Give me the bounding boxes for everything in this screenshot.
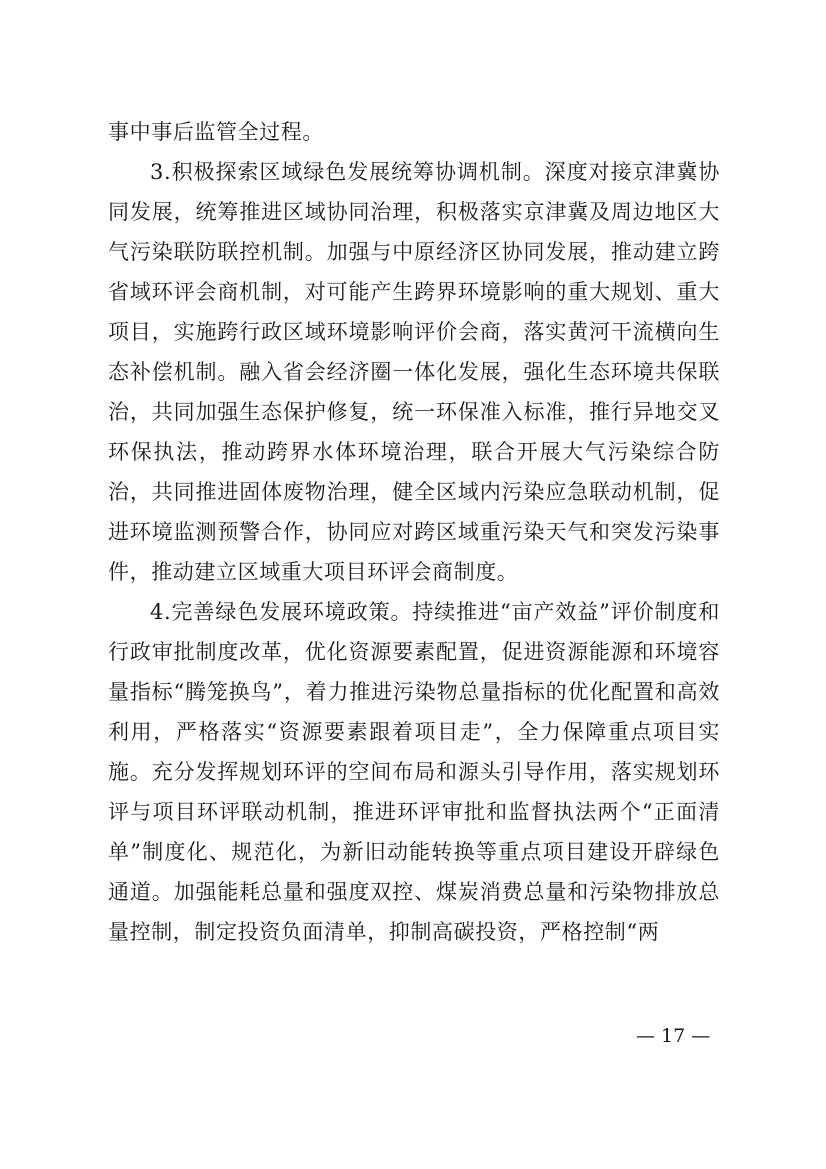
paragraph-regional-coordination: 3.积极探索区域绿色发展统筹协调机制。深度对接京津冀协同发展，统筹推进区域协同治理，积极落实京津冀及周边地区大气污染联防联控机制。加强与中原经济区协同发展，推动建立跨省域环评会商机制，对可能产生跨界环境影响的重大规划、重大项目，实施跨行政区域环境影响评价会商，落实黄河干流横向生态补偿机制。融入省会经济圈一体化发展，强化生态环境共保联治，共同加强生态保护修复，统一环保准入标准，推行异地交叉环保执法，推动跨界水体环境治理，联合开展大气污染综合防治，共同推进固体废物治理，健全区域内污染应急联动机制，促进环境监测预警合作，协同应对跨区域重污染天气和突发污染事件，推动建立区域重大项目环评会商制度。	[108, 160, 720, 584]
paragraph-continuation: 事中事后监管全过程。	[108, 120, 324, 144]
body-text	[108, 112, 720, 952]
page-number: — 17 —	[636, 1025, 711, 1047]
paragraph-environmental-policy: 4.完善绿色发展环境政策。持续推进“亩产效益”评价制度和行政审批制度改革，优化资源要素配置，促进资源能源和环境容量指标“腾笼换鸟”，着力推进污染物总量指标的优化配置和高效利用，严格落实“资源要素跟着项目走”，全力保障重点项目实施。充分发挥规划环评的空间布局和源头引导作用，落实规划环评与项目环评联动机制，推进环评审批和监督执法两个“正面清单”制度化、规范化，为新旧动能转换等重点项目建设开辟绿色通道。加强能耗总量和强度双控、煤炭消费总量和污染物排放总量控制，制定投资负面清单，抑制高碳投资，严格控制“两	[108, 600, 720, 944]
